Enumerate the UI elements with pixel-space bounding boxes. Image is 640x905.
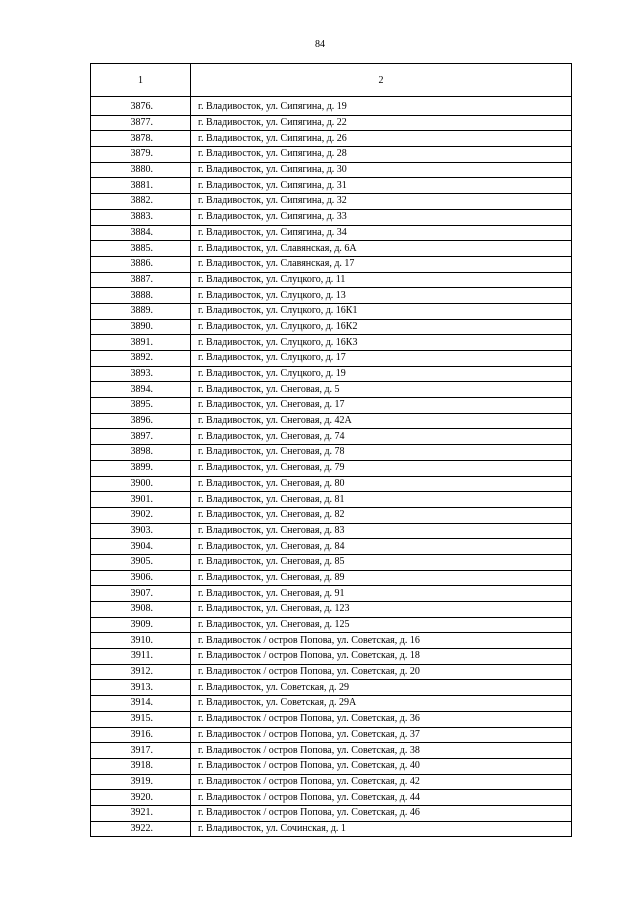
row-number: 3890. [91,319,191,335]
row-address: г. Владивосток, ул. Советская, д. 29 [191,680,572,696]
table-row [91,194,572,210]
table-row [91,162,572,178]
table-row [91,743,572,759]
row-number: 3910. [91,633,191,649]
address-table [90,63,572,837]
row-number: 3884. [91,225,191,241]
table-row [91,209,572,225]
table-row [91,570,572,586]
row-address: г. Владивосток, ул. Слуцкого, д. 16К1 [191,303,572,319]
row-address: г. Владивосток, ул. Слуцкого, д. 16К3 [191,335,572,351]
table-row [91,335,572,351]
row-address: г. Владивосток, ул. Снеговая, д. 80 [191,476,572,492]
row-number: 3876. [91,100,191,115]
row-address: г. Владивосток, ул. Снеговая, д. 78 [191,445,572,461]
page-number: 84 [315,39,325,50]
row-address: г. Владивосток, ул. Снеговая, д. 85 [191,554,572,570]
row-address: г. Владивосток / остров Попова, ул. Советская, д. 40 [191,758,572,774]
table-row [91,476,572,492]
table-row [91,241,572,257]
row-address: г. Владивосток / остров Попова, ул. Советская, д. 20 [191,664,572,680]
row-number: 3909. [91,617,191,633]
row-number: 3922. [91,821,191,837]
row-number: 3903. [91,523,191,539]
row-address: г. Владивосток, ул. Снеговая, д. 74 [191,429,572,445]
table-row [91,382,572,398]
row-address: г. Владивосток, ул. Снеговая, д. 17 [191,398,572,414]
row-address: г. Владивосток, ул. Слуцкого, д. 13 [191,288,572,304]
row-number: 3882. [91,194,191,210]
row-address: г. Владивосток / остров Попова, ул. Советская, д. 38 [191,743,572,759]
row-address: г. Владивосток / остров Попова, ул. Советская, д. 18 [191,649,572,665]
row-number: 3880. [91,162,191,178]
table-body [91,97,572,837]
table-row [91,413,572,429]
table-row [91,758,572,774]
table-row [91,711,572,727]
table-row [91,319,572,335]
table-row [91,696,572,712]
column-header-address: 2 [191,64,572,97]
row-number: 3911. [91,649,191,665]
table-row [91,727,572,743]
table-row [91,178,572,194]
row-number: 3896. [91,413,191,429]
table-row [91,288,572,304]
row-number: 3899. [91,460,191,476]
table-row [91,774,572,790]
row-address: г. Владивосток, ул. Слуцкого, д. 19 [191,366,572,382]
row-address: г. Владивосток, ул. Сипягина, д. 33 [191,209,572,225]
row-number: 3878. [91,131,191,147]
row-number: 3887. [91,272,191,288]
row-address: г. Владивосток, ул. Снеговая, д. 125 [191,617,572,633]
row-number: 3912. [91,664,191,680]
table-row [91,366,572,382]
row-number: 3886. [91,256,191,272]
row-address: г. Владивосток / остров Попова, ул. Советская, д. 37 [191,727,572,743]
row-address: г. Владивосток, ул. Сипягина, д. 34 [191,225,572,241]
row-address: г. Владивосток, ул. Снеговая, д. 82 [191,507,572,523]
table-row [91,115,572,131]
row-address: г. Владивосток, ул. Советская, д. 29А [191,696,572,712]
row-address: г. Владивосток, ул. Сипягина, д. 19 [191,100,572,115]
row-address: г. Владивосток, ул. Снеговая, д. 81 [191,492,572,508]
table-row [91,633,572,649]
table-row [91,351,572,367]
row-number: 3906. [91,570,191,586]
table-row [91,303,572,319]
row-address: г. Владивосток, ул. Снеговая, д. 89 [191,570,572,586]
table-row [91,460,572,476]
row-address: г. Владивосток, ул. Сипягина, д. 30 [191,162,572,178]
table-row [91,225,572,241]
row-number: 3907. [91,586,191,602]
row-number: 3915. [91,711,191,727]
table-row [91,523,572,539]
row-number: 3916. [91,727,191,743]
row-number: 3904. [91,539,191,555]
row-address: г. Владивосток, ул. Слуцкого, д. 11 [191,272,572,288]
table-row [91,398,572,414]
row-number: 3883. [91,209,191,225]
row-number: 3894. [91,382,191,398]
row-address: г. Владивосток, ул. Снеговая, д. 42А [191,413,572,429]
table-header-row [91,64,572,97]
row-address: г. Владивосток, ул. Славянская, д. 17 [191,256,572,272]
row-address: г. Владивосток, ул. Снеговая, д. 5 [191,382,572,398]
table-row [91,131,572,147]
row-number: 3914. [91,696,191,712]
row-number: 3913. [91,680,191,696]
row-number: 3888. [91,288,191,304]
row-number: 3897. [91,429,191,445]
table-row [91,445,572,461]
row-number: 3917. [91,743,191,759]
row-address: г. Владивосток, ул. Сипягина, д. 28 [191,147,572,163]
row-number: 3902. [91,507,191,523]
table-row [91,554,572,570]
row-number: 3898. [91,445,191,461]
table-row [91,100,572,115]
row-number: 3908. [91,602,191,618]
row-address: г. Владивосток, ул. Славянская, д. 6А [191,241,572,257]
row-number: 3877. [91,115,191,131]
table-row [91,649,572,665]
row-number: 3892. [91,351,191,367]
table-row [91,821,572,837]
row-number: 3891. [91,335,191,351]
row-address: г. Владивосток, ул. Слуцкого, д. 17 [191,351,572,367]
table-row [91,805,572,821]
row-number: 3901. [91,492,191,508]
row-number: 3885. [91,241,191,257]
row-number: 3900. [91,476,191,492]
row-number: 3919. [91,774,191,790]
row-address: г. Владивосток / остров Попова, ул. Советская, д. 44 [191,790,572,806]
row-address: г. Владивосток, ул. Слуцкого, д. 16К2 [191,319,572,335]
row-number: 3893. [91,366,191,382]
row-address: г. Владивосток / остров Попова, ул. Советская, д. 16 [191,633,572,649]
row-address: г. Владивосток / остров Попова, ул. Советская, д. 46 [191,805,572,821]
row-number: 3879. [91,147,191,163]
table-row [91,507,572,523]
table-row [91,492,572,508]
table-row [91,617,572,633]
row-address: г. Владивосток, ул. Снеговая, д. 91 [191,586,572,602]
column-header-number: 1 [91,64,191,97]
table-row [91,680,572,696]
table-row [91,664,572,680]
row-number: 3895. [91,398,191,414]
table-row [91,147,572,163]
row-number: 3918. [91,758,191,774]
row-address: г. Владивосток / остров Попова, ул. Советская, д. 42 [191,774,572,790]
table-row [91,602,572,618]
table-row [91,272,572,288]
row-address: г. Владивосток, ул. Сипягина, д. 22 [191,115,572,131]
row-number: 3921. [91,805,191,821]
row-address: г. Владивосток, ул. Снеговая, д. 123 [191,602,572,618]
row-address: г. Владивосток, ул. Сипягина, д. 32 [191,194,572,210]
table-row [91,586,572,602]
row-address: г. Владивосток, ул. Сипягина, д. 31 [191,178,572,194]
row-number: 3881. [91,178,191,194]
row-number: 3920. [91,790,191,806]
table-row [91,790,572,806]
row-number: 3905. [91,554,191,570]
table-row [91,429,572,445]
row-address: г. Владивосток, ул. Сочинская, д. 1 [191,821,572,837]
row-address: г. Владивосток, ул. Сипягина, д. 26 [191,131,572,147]
table-row [91,539,572,555]
row-address: г. Владивосток, ул. Снеговая, д. 84 [191,539,572,555]
row-number: 3889. [91,303,191,319]
table-row [91,256,572,272]
row-address: г. Владивосток, ул. Снеговая, д. 83 [191,523,572,539]
row-address: г. Владивосток, ул. Снеговая, д. 79 [191,460,572,476]
row-address: г. Владивосток / остров Попова, ул. Советская, д. 36 [191,711,572,727]
